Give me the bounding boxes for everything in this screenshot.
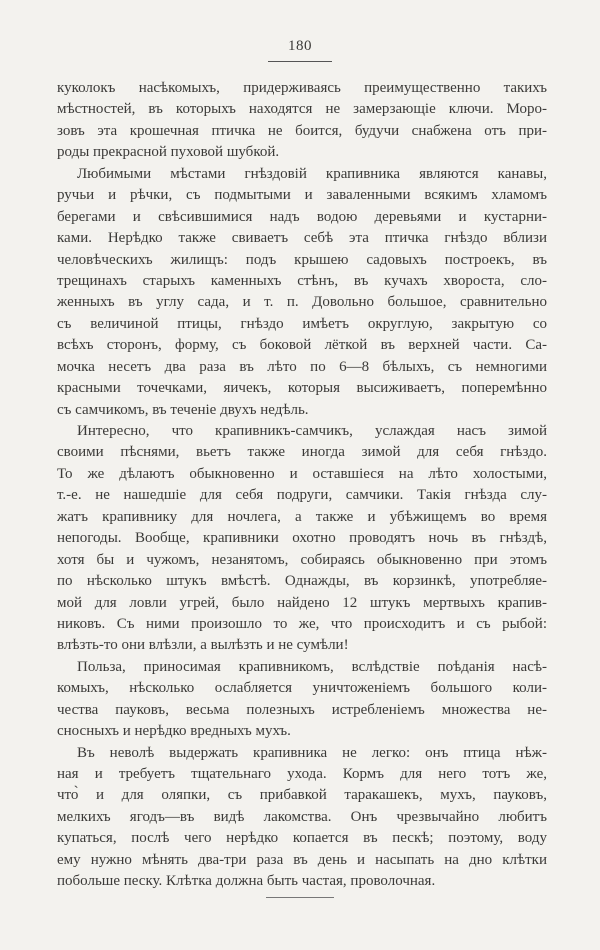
text-line: трещинахъ старыхъ каменныхъ стѣнъ, въ кучахъ хвороста, сло- xyxy=(57,272,547,289)
text-line: ками. Нерѣдко также свиваетъ себѣ эта птичка гнѣздо вблизи xyxy=(57,230,547,247)
text-line: человѣческихъ жилищъ: подъ крышею садовыхъ построекъ, въ xyxy=(57,251,547,268)
page-number: 180 xyxy=(288,38,312,54)
text-line: никовъ. Съ ними произошло то же, что происходитъ и съ рыбой: xyxy=(57,615,547,632)
text-line: берегами и свѣсившимися надъ водою деревьями и кустарни- xyxy=(57,208,547,225)
header-rule xyxy=(268,61,332,62)
text-line: всѣхъ сторонъ, форму, съ боковой лёткой въ верхней части. Са- xyxy=(57,337,547,354)
text-line: красными точечками, яичекъ, которыя высиживаетъ, поперемѣнно xyxy=(57,380,547,397)
text-line: купаться, послѣ чего нерѣдко копается въ пескѣ; поэтому, воду xyxy=(57,830,547,847)
text-line: съ величиной птицы, гнѣздо имѣетъ округлую, закрытую со xyxy=(57,315,547,332)
text-line: Въ неволѣ выдержать крапивника не легко: онъ птица нѣж- xyxy=(77,744,547,761)
text-line: Польза, приносимая крапивникомъ, вслѣдствіе поѣданія насѣ- xyxy=(77,658,547,675)
end-rule xyxy=(266,897,334,898)
text-line: Любимыми мѣстами гнѣздовій крапивника являются канавы, xyxy=(77,165,547,182)
text-line: мой для ловли угрей, было найдено 12 штукъ мертвыхъ крапив- xyxy=(57,594,547,611)
text-line: женныхъ въ углу сада, и т. п. Довольно большое, сравнительно xyxy=(57,294,547,311)
body-text xyxy=(57,78,547,893)
text-line: Интересно, что крапивникъ-самчикъ, услаждая насъ зимой xyxy=(77,423,547,439)
text-line: ная и требуетъ тщательнаго ухода. Кормъ для него тотъ же, xyxy=(57,766,547,782)
text-line: жатъ крапивнику для ночлега, а также и убѣжищемъ во время xyxy=(57,508,547,525)
text-line: т.-е. не нашедшіе для себя подруги, самчики. Такія гнѣзда слу- xyxy=(57,487,547,504)
paragraph xyxy=(57,743,547,893)
text-line: по нѣсколько штукъ вмѣстѣ. Однажды, въ корзинкѣ, употребляе- xyxy=(57,573,547,590)
text-line: ручьи и рѣчки, съ подмытыми и заваленными всякимъ хламомъ xyxy=(57,187,547,204)
text-line: непогоды. Вообще, крапивники охотно проводятъ ночь въ гнѣздѣ, xyxy=(57,530,547,547)
text-line: мелкихъ ягодъ—въ видѣ лакомства. Онъ чрезвычайно любитъ xyxy=(57,808,547,825)
text-line: съ самчикомъ, въ теченіе двухъ недѣль. xyxy=(57,401,309,418)
text-line: мочка несетъ два раза въ лѣто по 6—8 бѣлыхъ, съ немногими xyxy=(57,358,547,375)
text-line: роды прекрасной пуховой шубкой. xyxy=(57,144,280,161)
text-line: сносныхъ и нерѣдко вредныхъ мухъ. xyxy=(57,723,291,740)
text-line: зовъ эта крошечная птичка не боится, будучи снабжена отъ при- xyxy=(57,122,547,139)
text-line: То же дѣлаютъ обыкновенно и оставшіеся на лѣто холостыми, xyxy=(57,465,547,482)
paragraph xyxy=(57,164,547,421)
text-line: чества пауковъ, весьма полезныхъ истребленіемъ множества не- xyxy=(57,701,547,718)
text-line: своими пѣснями, вьетъ также иногда зимой для себя гнѣздо. xyxy=(57,444,547,461)
paragraph xyxy=(57,657,547,743)
text-line: влѣзть-то они влѣзли, а вылѣзть и не сумѣли! xyxy=(57,637,349,654)
text-line: ему нужно мѣнять два-три раза въ день и насыпать на дно клѣтки xyxy=(57,851,547,868)
text-line: побольше песку. Клѣтка должна быть частая, проволочная. xyxy=(57,873,436,890)
text-line: хотя бы и чужомъ, незанятомъ, собираясь обыкновенно при этомъ xyxy=(57,551,547,568)
text-line: мѣстностей, въ которыхъ находятся не замерзающіе ключи. Моро- xyxy=(57,101,547,118)
text-line: комыхъ, нѣсколько ослабляется уничтоженіемъ большого коли- xyxy=(57,680,547,697)
paragraph xyxy=(57,78,547,164)
text-line: куколокъ насѣкомыхъ, придерживаясь преимущественно такихъ xyxy=(57,80,547,96)
paragraph xyxy=(57,421,547,657)
text-line: что̀ и для оляпки, съ прибавкой таракашекъ, мухъ, пауковъ, xyxy=(57,787,547,804)
